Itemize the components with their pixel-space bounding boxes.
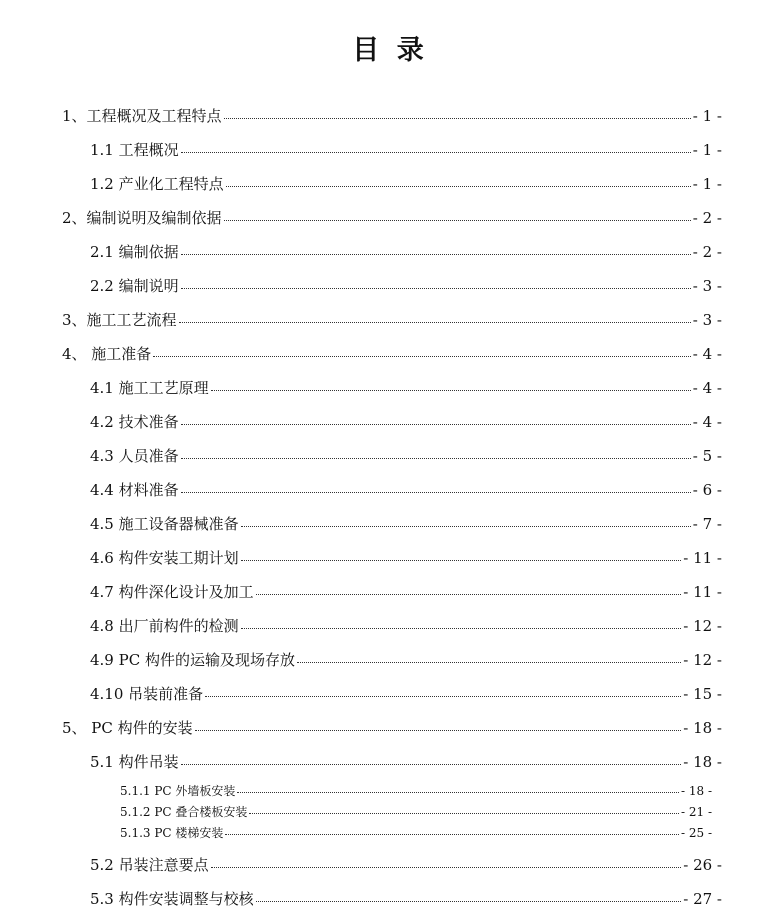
toc-page-number: - 18 - xyxy=(683,719,722,737)
toc-page-number: - 25 - xyxy=(680,826,712,840)
toc-entry[interactable] xyxy=(90,513,722,534)
toc-entry-label: 4.9 PC 构件的运输及现场存放 xyxy=(90,651,295,669)
dot-leader xyxy=(153,356,690,357)
page-title: 目 录 xyxy=(352,35,428,66)
dot-leader xyxy=(181,492,691,493)
toc-page-number: - 5 - xyxy=(692,447,722,465)
toc-page-number: - 18 - xyxy=(683,753,722,771)
toc-page-number: - 7 - xyxy=(692,515,722,533)
toc-entry-label: 4.2 技术准备 xyxy=(90,413,179,431)
toc-entry[interactable] xyxy=(90,649,722,670)
dot-leader xyxy=(297,662,681,663)
toc-entry-label: 2.1 编制依据 xyxy=(90,243,179,261)
toc-entry[interactable] xyxy=(90,751,722,772)
toc-page-number: - 4 - xyxy=(692,379,722,397)
toc-entry-label: 2、编制说明及编制依据 xyxy=(62,209,222,227)
toc-entry-label: 4.5 施工设备器械准备 xyxy=(90,515,239,533)
dot-leader xyxy=(181,458,691,459)
dot-leader xyxy=(181,764,682,765)
dot-leader xyxy=(181,254,691,255)
toc-entry[interactable] xyxy=(62,343,722,364)
toc-page-number: - 21 - xyxy=(680,805,712,819)
toc-page-number: - 4 - xyxy=(692,345,722,363)
toc-page-number: - 2 - xyxy=(692,209,722,227)
toc-entry-label: 4.4 材料准备 xyxy=(90,481,179,499)
toc-entry-label: 4.1 施工工艺原理 xyxy=(90,379,209,397)
toc-entry[interactable] xyxy=(90,479,722,500)
toc-entry[interactable] xyxy=(120,782,712,799)
toc-entry[interactable] xyxy=(90,241,722,262)
toc-entry[interactable] xyxy=(90,275,722,296)
toc-entry[interactable] xyxy=(90,411,722,432)
dot-leader xyxy=(205,696,681,697)
toc-page-number: - 1 - xyxy=(692,107,722,125)
toc-page-number: - 4 - xyxy=(692,413,722,431)
toc-entry[interactable] xyxy=(120,824,712,841)
toc-entry-label: 4.10 吊装前准备 xyxy=(90,685,204,703)
toc-entry[interactable] xyxy=(90,854,722,875)
toc-entry-label: 5.2 吊装注意要点 xyxy=(90,856,209,874)
toc-entry[interactable] xyxy=(90,888,722,909)
toc-page-number: - 26 - xyxy=(683,856,722,874)
toc-entry[interactable] xyxy=(90,377,722,398)
toc-entry-label: 4、 施工准备 xyxy=(62,345,152,363)
dot-leader xyxy=(224,118,691,119)
toc-entry[interactable] xyxy=(90,445,722,466)
toc-entry[interactable] xyxy=(120,803,712,820)
dot-leader xyxy=(179,322,691,323)
dot-leader xyxy=(181,424,691,425)
toc-entry[interactable] xyxy=(90,615,722,636)
toc-page-number: - 12 - xyxy=(683,617,722,635)
toc-page-number: - 15 - xyxy=(683,685,722,703)
toc-page-number: - 11 - xyxy=(683,549,722,567)
toc-page-number: - 11 - xyxy=(683,583,722,601)
toc-page-number: - 6 - xyxy=(692,481,722,499)
toc-page-number: - 1 - xyxy=(692,175,722,193)
dot-leader xyxy=(225,834,679,835)
toc-entry-label: 5.1.2 PC 叠合楼板安装 xyxy=(120,805,248,819)
toc-entry-label: 5.1 构件吊装 xyxy=(90,753,179,771)
toc-entry-label: 4.7 构件深化设计及加工 xyxy=(90,583,254,601)
toc-entry[interactable] xyxy=(62,717,722,738)
toc-entry[interactable] xyxy=(62,105,722,126)
dot-leader xyxy=(211,390,691,391)
toc-entry-label: 1.1 工程概况 xyxy=(90,141,179,159)
dot-leader xyxy=(237,792,679,793)
toc-page-number: - 2 - xyxy=(692,243,722,261)
toc-entry[interactable] xyxy=(90,139,722,160)
toc-entry[interactable] xyxy=(90,547,722,568)
toc-entry[interactable] xyxy=(90,581,722,602)
toc-entry-label: 2.2 编制说明 xyxy=(90,277,179,295)
toc-entry-label: 1、工程概况及工程特点 xyxy=(62,107,222,125)
toc-page-number: - 3 - xyxy=(692,311,722,329)
dot-leader xyxy=(256,901,682,902)
dot-leader xyxy=(241,526,691,527)
dot-leader xyxy=(226,186,691,187)
toc-entry-label: 5、 PC 构件的安装 xyxy=(62,719,193,737)
toc-entry-label: 4.3 人员准备 xyxy=(90,447,179,465)
toc-entry-label: 4.6 构件安装工期计划 xyxy=(90,549,239,567)
toc-entry-label: 3、施工工艺流程 xyxy=(62,311,177,329)
dot-leader xyxy=(224,220,691,221)
dot-leader xyxy=(181,288,691,289)
dot-leader xyxy=(241,628,682,629)
toc-entry-label: 5.1.3 PC 楼梯安装 xyxy=(120,826,224,840)
dot-leader xyxy=(256,594,682,595)
dot-leader xyxy=(211,867,682,868)
toc-entry-label: 5.3 构件安装调整与校核 xyxy=(90,890,254,908)
dot-leader xyxy=(181,152,691,153)
toc-entry[interactable] xyxy=(62,309,722,330)
toc-page-number: - 27 - xyxy=(683,890,722,908)
dot-leader xyxy=(195,730,682,731)
toc-entry-label: 1.2 产业化工程特点 xyxy=(90,175,224,193)
toc-entry-label: 4.8 出厂前构件的检测 xyxy=(90,617,239,635)
toc-entry-label: 5.1.1 PC 外墙板安装 xyxy=(120,784,236,798)
dot-leader xyxy=(249,813,679,814)
toc-page-number: - 18 - xyxy=(680,784,712,798)
dot-leader xyxy=(241,560,682,561)
toc-entry[interactable] xyxy=(90,683,722,704)
toc-entry[interactable] xyxy=(90,173,722,194)
toc-entry[interactable] xyxy=(62,207,722,228)
toc-page-number: - 3 - xyxy=(692,277,722,295)
toc-page-number: - 12 - xyxy=(683,651,722,669)
toc-page-number: - 1 - xyxy=(692,141,722,159)
